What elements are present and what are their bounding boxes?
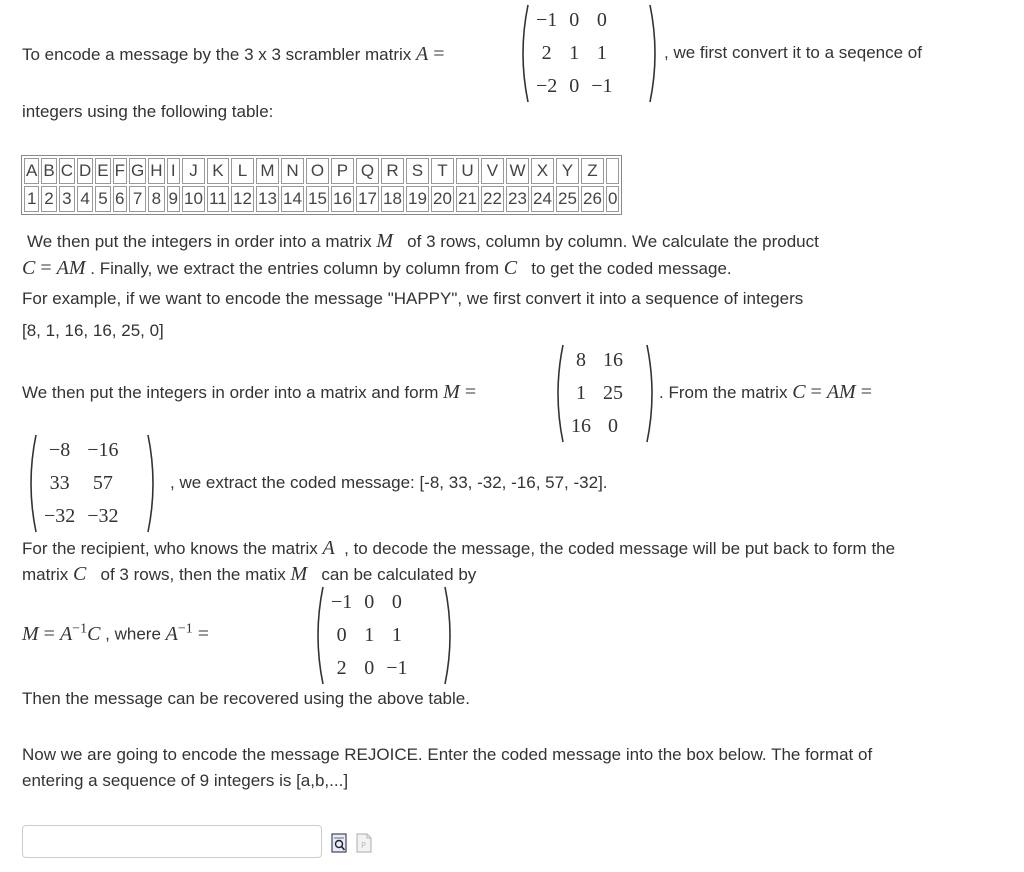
letter-cell: A (24, 158, 39, 184)
intro-line1-before: To encode a message by the 3 x 3 scrambler matrix (22, 45, 412, 64)
intro-text (22, 43, 445, 66)
cell: −1 (386, 657, 408, 679)
decode-where: , where (105, 624, 161, 644)
svg-text:P: P (361, 841, 366, 850)
cell: 33 (49, 472, 70, 494)
example-line1: For example, if we want to encode the message "HAPPY", we first convert it into a sequence of integers (22, 289, 804, 308)
symbol-M: M (376, 230, 393, 252)
letter-cell: D (77, 158, 93, 184)
right-paren (648, 4, 662, 103)
example-form-before: We then put the integers in order into a matrix and form (22, 383, 439, 402)
letter-number-table (21, 155, 622, 215)
matrix-A-body (530, 4, 619, 103)
number-cell: 0 (606, 186, 619, 212)
para1-text-c: . Finally, we extract the entries column by column from (90, 259, 500, 278)
decode-text-a: For the recipient, who knows the matrix (22, 539, 318, 558)
cell: 25 (603, 382, 623, 404)
letter-cell: N (281, 158, 304, 184)
number-cell: 2 (41, 186, 56, 212)
letter-cell: Z (581, 158, 604, 184)
number-cell: 26 (581, 186, 604, 212)
letter-cell: S (406, 158, 429, 184)
equation-M-Ainv-C: $M = A^{-1}C$ (22, 621, 101, 645)
matrix-C (26, 434, 158, 533)
cell: −1 (331, 591, 353, 613)
symbol-M: M (290, 563, 308, 585)
letter-cell: F (113, 158, 127, 184)
task-line2: entering a sequence of 9 integers is [a,b,...] (22, 771, 349, 790)
symbol-C: C (73, 563, 87, 585)
cell: 0 (569, 75, 580, 97)
cell: 0 (364, 591, 375, 613)
letter-cell: L (231, 158, 254, 184)
number-cell: 22 (481, 186, 504, 212)
right-paren (645, 344, 659, 443)
para1-line2 (22, 257, 732, 280)
cell: 1 (364, 624, 375, 646)
cell: 16 (603, 349, 623, 371)
letter-cell: C (59, 158, 75, 184)
letter-cell: T (431, 158, 454, 184)
number-cell: 19 (406, 186, 429, 212)
cell: −32 (87, 505, 119, 527)
number-cell: 23 (506, 186, 529, 212)
number-cell: 13 (256, 186, 279, 212)
matrix-A-inverse (313, 586, 455, 685)
number-cell: 15 (306, 186, 329, 212)
number-cell: 3 (59, 186, 75, 212)
cell: 1 (569, 42, 580, 64)
number-cell: 12 (231, 186, 254, 212)
matrix-C-body (38, 434, 125, 533)
decode-line1 (22, 537, 895, 560)
example-form-line (22, 381, 476, 404)
intro-line1-after: , we first convert it to a seqence of (664, 43, 922, 62)
letter-cell: O (306, 158, 329, 184)
letter-cell: B (41, 158, 56, 184)
number-cell: 5 (95, 186, 110, 212)
left-paren (551, 344, 565, 443)
number-cell: 6 (113, 186, 127, 212)
letter-cell (606, 158, 619, 184)
letter-cell: K (207, 158, 229, 184)
letter-cell: W (506, 158, 529, 184)
example-form-after-line (659, 381, 872, 404)
cell: 2 (541, 42, 552, 64)
decode-text-e: can be calculated by (321, 565, 477, 584)
cell: 0 (608, 415, 618, 437)
number-cell: 14 (281, 186, 304, 212)
cell: 0 (569, 9, 580, 31)
task-line1: Now we are going to encode the message REJOICE. Enter the coded message into the box below. The format of (22, 745, 873, 764)
number-cell: 25 (556, 186, 579, 212)
letter-cell: M (256, 158, 279, 184)
intro-line2: integers using the following table: (22, 102, 274, 121)
example-line2: [8, 1, 16, 16, 25, 0] (22, 321, 164, 340)
para1-line1 (27, 230, 819, 253)
letter-cell: P (331, 158, 354, 184)
cell: −16 (87, 439, 119, 461)
decode-recover: Then the message can be recovered using the above table. (22, 689, 470, 708)
cell: 2 (336, 657, 347, 679)
letters-row (24, 158, 619, 184)
equation-M-label: M = (443, 381, 477, 403)
right-paren (443, 586, 457, 685)
cell: 0 (336, 624, 347, 646)
number-cell: 8 (148, 186, 164, 212)
equation-C-AM-2: C = AM = (792, 381, 872, 403)
number-cell: 24 (531, 186, 554, 212)
answer-input[interactable] (22, 825, 322, 858)
example-extract: , we extract the coded message: [-8, 33, -32, -16, 57, -32]. (170, 473, 608, 492)
cell: 0 (364, 657, 375, 679)
letter-cell: X (531, 158, 554, 184)
number-cell: 11 (207, 186, 229, 212)
cell: −2 (536, 75, 558, 97)
number-cell: 18 (381, 186, 404, 212)
matrix-Ainv-body (325, 586, 414, 685)
letter-cell: R (381, 158, 404, 184)
matrix-M (553, 344, 657, 443)
cell: 1 (596, 42, 607, 64)
right-paren (146, 434, 160, 533)
para1-text-b: of 3 rows, column by column. We calculate the product (407, 232, 819, 251)
number-cell: 16 (331, 186, 354, 212)
letter-cell: H (148, 158, 164, 184)
number-cell: 10 (182, 186, 205, 212)
equation-A-label: A = (416, 43, 445, 65)
cell: −32 (44, 505, 76, 527)
number-cell: 17 (356, 186, 379, 212)
decode-text-b: , to decode the message, the coded message will be put back to form the (344, 539, 896, 558)
cell: −1 (591, 75, 613, 97)
cell: 16 (571, 415, 591, 437)
preview-icon[interactable] (331, 833, 347, 853)
numbers-row (24, 186, 619, 212)
cell: 0 (391, 591, 402, 613)
letter-cell: Q (356, 158, 379, 184)
number-cell: 1 (24, 186, 39, 212)
letter-cell: J (182, 158, 205, 184)
letter-cell: E (95, 158, 110, 184)
cell: −8 (49, 439, 71, 461)
number-cell: 9 (167, 186, 180, 212)
number-cell: 7 (129, 186, 146, 212)
number-cell: 20 (431, 186, 454, 212)
decode-line2 (22, 563, 476, 586)
number-cell: 4 (77, 186, 93, 212)
symbol-A: A (322, 537, 335, 559)
letter-cell: I (167, 158, 180, 184)
letter-cell: Y (556, 158, 579, 184)
matrix-A (518, 4, 660, 103)
decode-text-d: of 3 rows, then the matix (100, 565, 286, 584)
example-form-after: . From the matrix (659, 383, 788, 402)
symbol-C: C (503, 257, 518, 279)
pdf-icon[interactable] (356, 833, 372, 853)
cell: 57 (92, 472, 113, 494)
para1-text-a: We then put the integers in order into a matrix (27, 232, 372, 251)
cell: 8 (576, 349, 586, 371)
letter-cell: G (129, 158, 146, 184)
cell: 1 (391, 624, 402, 646)
cell: −1 (536, 9, 558, 31)
cell: 0 (596, 9, 607, 31)
equation-C-AM: C = AM (22, 257, 86, 279)
para1-text-d: to get the coded message. (531, 259, 732, 278)
letter-cell: V (481, 158, 504, 184)
left-paren (24, 434, 38, 533)
number-cell: 21 (456, 186, 479, 212)
equation-Ainv-label: $A^{-1}$ = (165, 621, 210, 645)
left-paren (516, 4, 530, 103)
cell: 1 (576, 382, 586, 404)
letter-cell: U (456, 158, 479, 184)
inverse-equation-line (22, 621, 209, 646)
decode-text-c: matrix (22, 565, 69, 584)
matrix-M-body (565, 344, 629, 443)
left-paren (311, 586, 325, 685)
